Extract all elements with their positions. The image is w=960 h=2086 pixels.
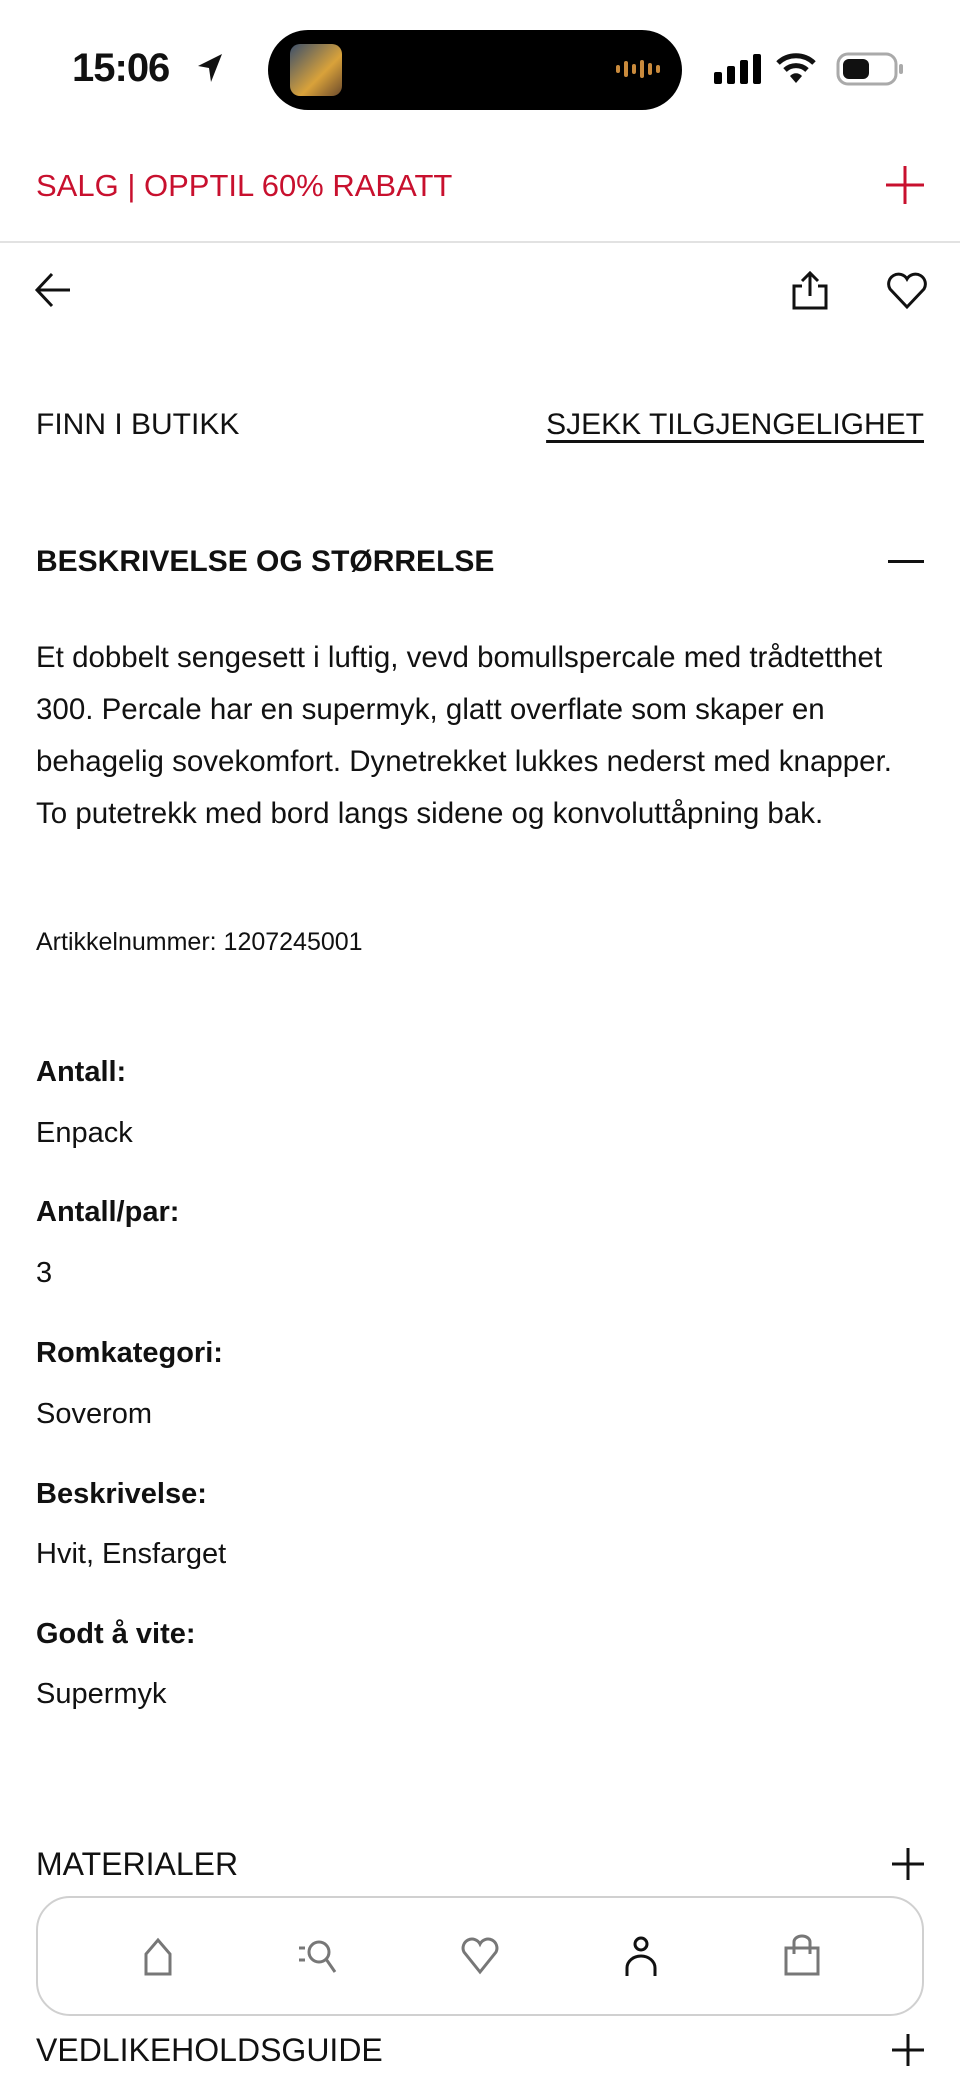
attr-value-good-to-know: Supermyk [36, 1678, 167, 1710]
now-playing-artwork [290, 44, 342, 96]
favorite-heart-icon[interactable] [886, 272, 928, 310]
account-icon[interactable] [619, 1934, 663, 1978]
wifi-icon [776, 52, 816, 84]
attr-label-pairs: Antall/par: [36, 1196, 180, 1228]
divider [0, 241, 960, 243]
battery-icon [836, 52, 906, 86]
attr-value-pairs: 3 [36, 1257, 53, 1289]
location-arrow-icon [196, 52, 224, 86]
favorites-heart-icon[interactable] [458, 1934, 502, 1978]
attr-label-good-to-know: Godt å vite: [36, 1618, 196, 1650]
description-heading[interactable]: BESKRIVELSE OG STØRRELSE [36, 545, 495, 578]
back-arrow-icon[interactable] [34, 270, 72, 310]
sale-banner[interactable]: SALG | OPPTIL 60% RABATT [36, 168, 453, 203]
collapse-minus-icon[interactable] [888, 560, 924, 564]
article-number: Artikkelnummer: 1207245001 [36, 928, 363, 956]
audio-waveform-icon [616, 60, 660, 78]
home-icon[interactable] [136, 1934, 180, 1978]
expand-plus-icon[interactable] [892, 2034, 924, 2066]
find-in-store-label: FINN I BUTIKK [36, 408, 240, 441]
expand-plus-icon[interactable] [892, 1848, 924, 1880]
attr-label-description: Beskrivelse: [36, 1478, 207, 1510]
attr-value-quantity: Enpack [36, 1117, 133, 1149]
bottom-tab-bar [36, 1896, 924, 2016]
shopping-bag-icon[interactable] [780, 1934, 824, 1978]
dynamic-island [268, 30, 682, 110]
attr-label-room: Romkategori: [36, 1337, 223, 1369]
search-icon[interactable] [297, 1934, 341, 1978]
status-time: 15:06 [72, 46, 170, 90]
accordion-care-guide[interactable]: VEDLIKEHOLDSGUIDE [36, 2032, 383, 2068]
expand-banner-plus-icon[interactable] [886, 166, 924, 204]
check-availability-link[interactable]: SJEKK TILGJENGELIGHET [546, 408, 924, 441]
attr-value-room: Soverom [36, 1398, 153, 1430]
share-icon[interactable] [790, 270, 830, 310]
attr-value-description: Hvit, Ensfarget [36, 1538, 227, 1570]
accordion-materials[interactable]: MATERIALER [36, 1846, 239, 1882]
signal-icon [714, 54, 764, 84]
attr-label-quantity: Antall: [36, 1056, 127, 1088]
description-text: Et dobbelt sengesett i luftig, vevd bomullspercale med trådtetthet 300. Percale har en supermyk, glatt overflate som skaper en behagelig sovekomfort. Dynetrekket lukkes nederst med knapper. To putetrekk med bord langs sidene og konvoluttåpning bak. [36, 641, 892, 830]
